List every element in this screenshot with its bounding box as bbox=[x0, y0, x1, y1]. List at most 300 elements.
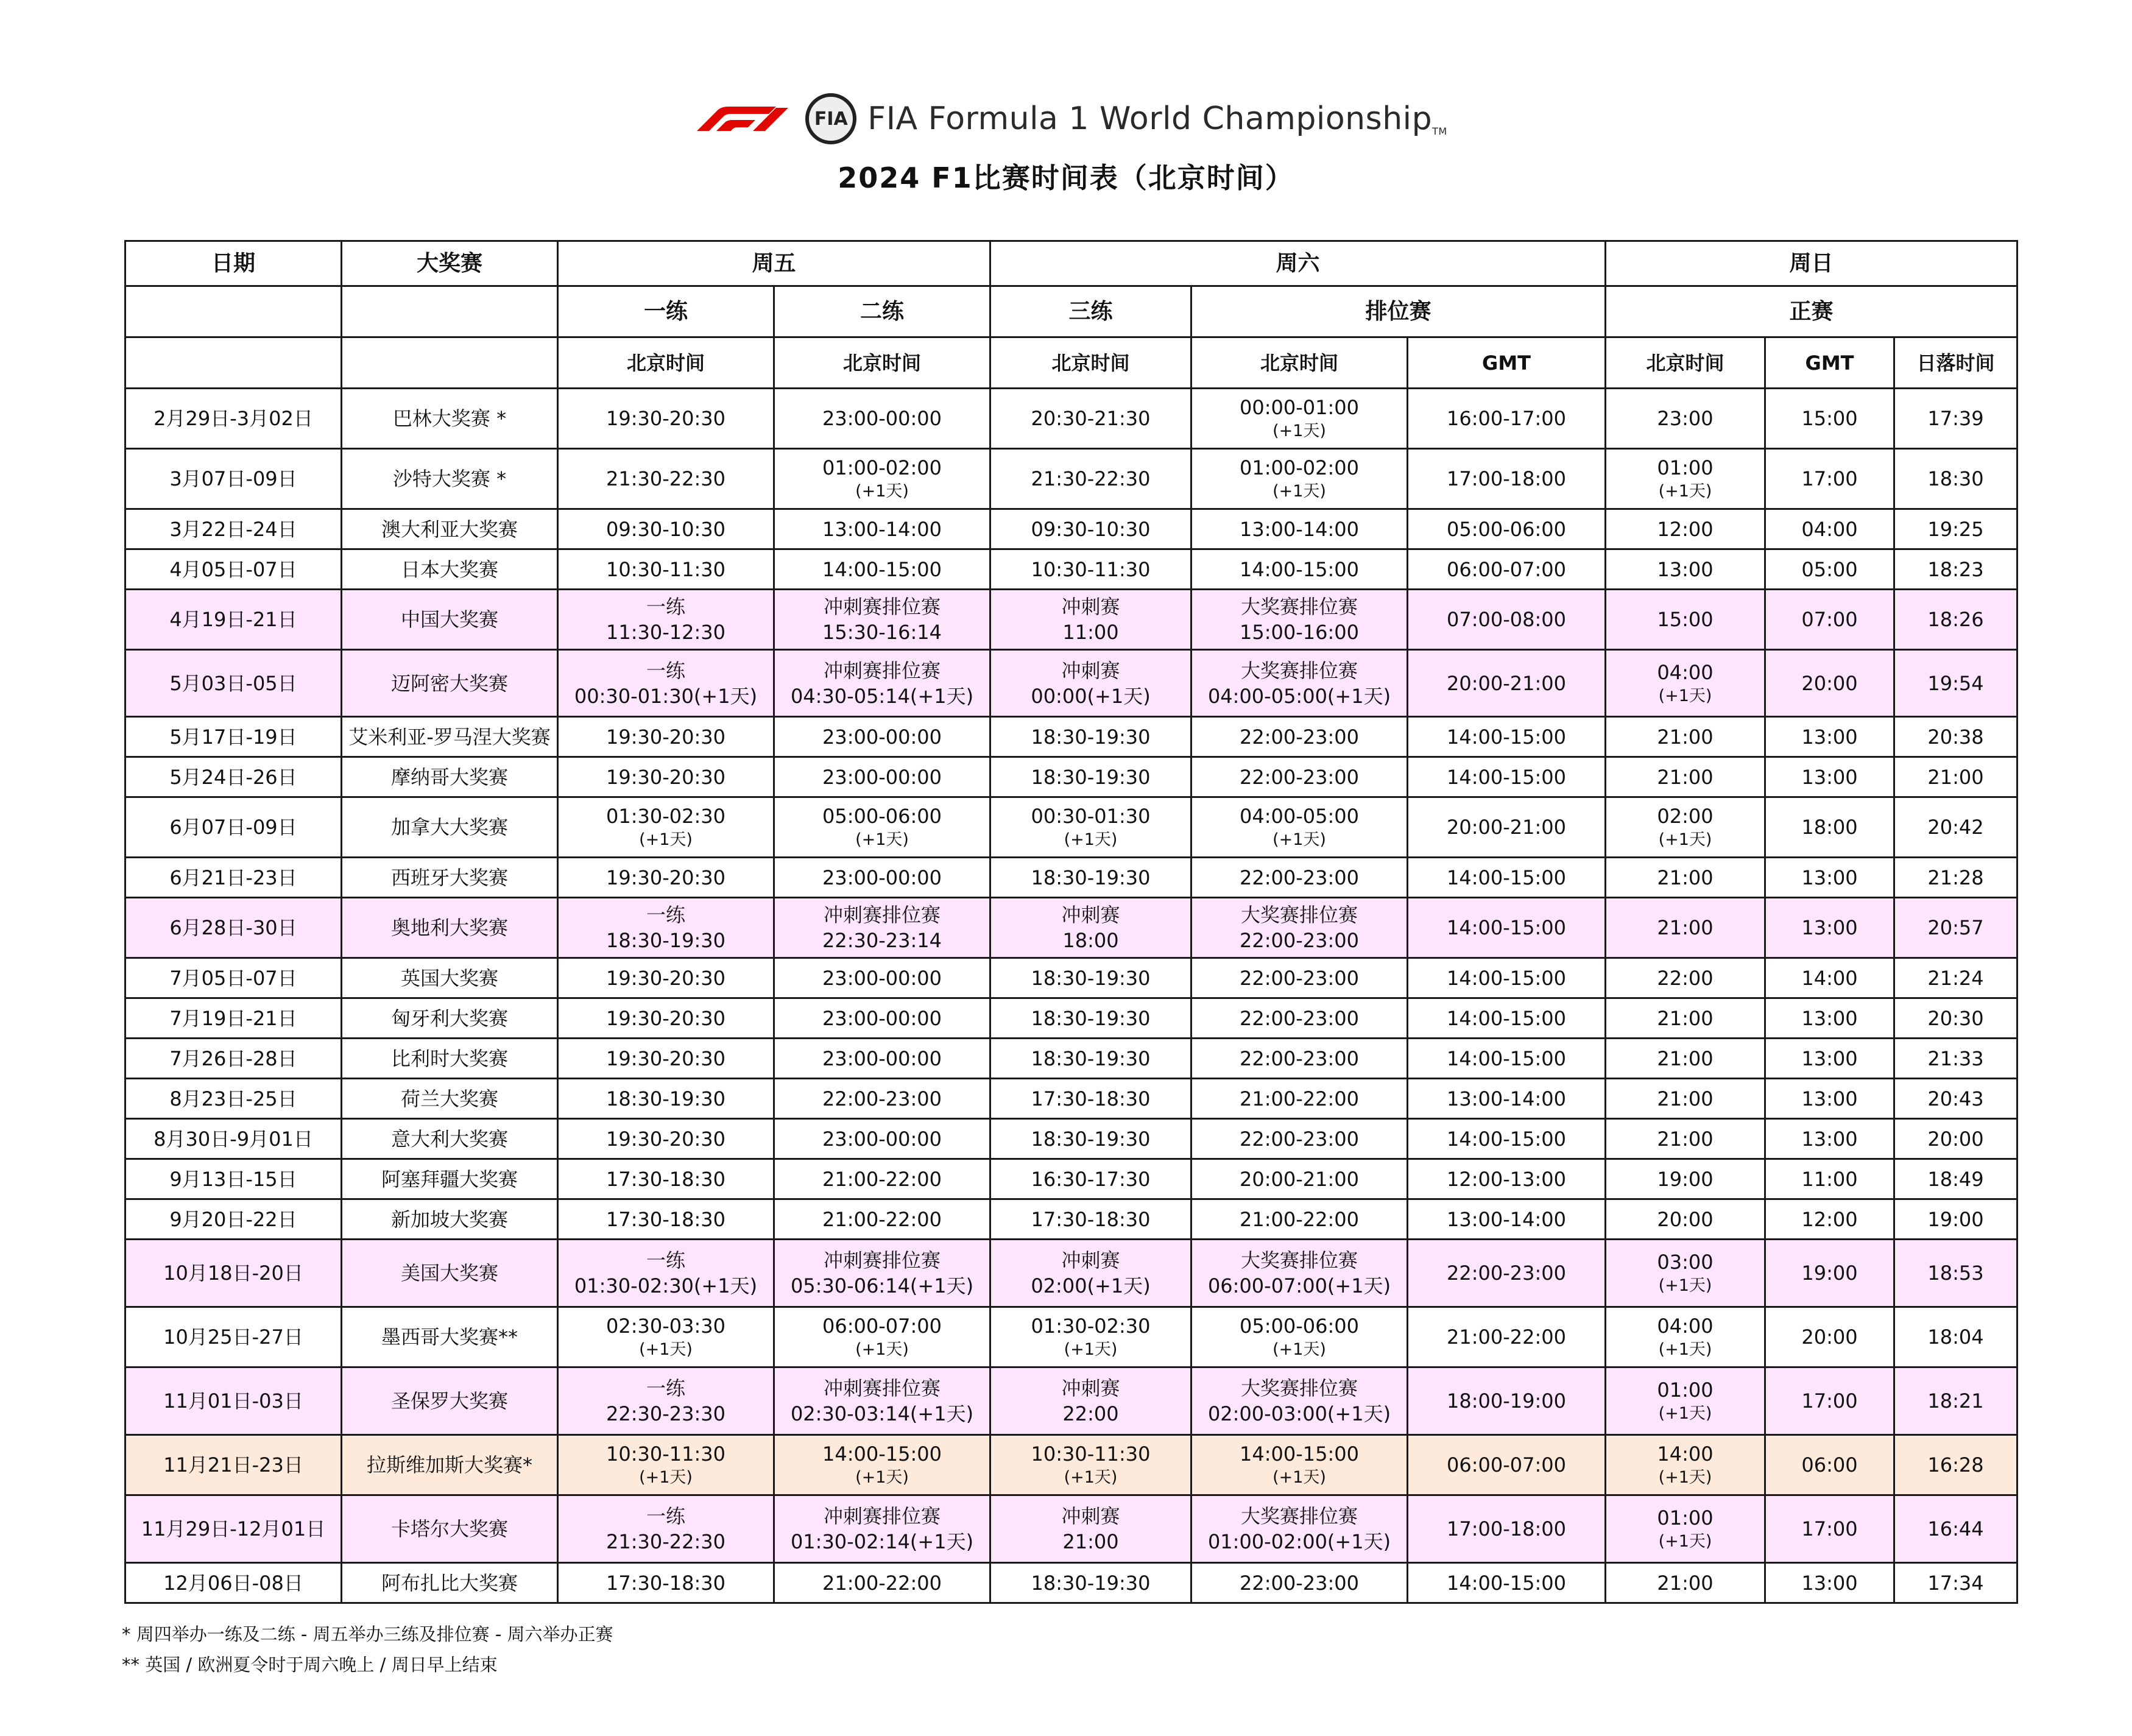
gp-cell: 圣保罗大奖赛 bbox=[342, 1367, 558, 1435]
footnote-2: ** 英国 / 欧洲夏令时于周六晚上 / 周日早上结束 bbox=[122, 1654, 498, 1675]
race-cell-line: (+1天) bbox=[1658, 1532, 1712, 1551]
race-cell-line: 01:00 bbox=[1657, 456, 1714, 479]
date-cell: 5月03日-05日 bbox=[125, 650, 342, 717]
fp1-cell-line: (+1天) bbox=[639, 1468, 693, 1487]
race-gmt-cell: 05:00 bbox=[1765, 549, 1894, 590]
fp1-cell bbox=[558, 717, 774, 757]
race-cell bbox=[1606, 1079, 1765, 1119]
quali-cell bbox=[1191, 1367, 1408, 1435]
quali-cell bbox=[1191, 1039, 1408, 1079]
table-row bbox=[125, 757, 2017, 797]
header-gp: 大奖赛 bbox=[342, 241, 558, 286]
fp2-cell bbox=[774, 1159, 990, 1199]
fp2-cell-line: 06:00-07:00 bbox=[822, 1314, 942, 1338]
race-cell-line: 02:00 bbox=[1657, 805, 1714, 828]
fp3-cell-line: 冲刺赛 bbox=[1061, 658, 1120, 682]
quali-gmt-cell: 12:00-13:00 bbox=[1408, 1159, 1606, 1199]
table-row bbox=[125, 389, 2017, 449]
fp3-cell bbox=[990, 1367, 1191, 1435]
fp3-cell-line: 18:00 bbox=[1062, 929, 1119, 952]
race-cell-line: 21:00 bbox=[1657, 765, 1714, 789]
sunset-cell: 19:00 bbox=[1894, 1199, 2017, 1240]
date-cell: 11月29日-12月01日 bbox=[125, 1495, 342, 1563]
race-gmt-cell: 13:00 bbox=[1765, 898, 1894, 958]
brand-text bbox=[867, 101, 1447, 137]
fp2-cell-line: 13:00-14:00 bbox=[822, 517, 942, 541]
header-beijing-quali: 北京时间 bbox=[1191, 337, 1408, 389]
header-gmt-race: GMT bbox=[1765, 337, 1894, 389]
fp3-cell bbox=[990, 958, 1191, 998]
table-row bbox=[125, 998, 2017, 1039]
race-gmt-cell: 19:00 bbox=[1765, 1240, 1894, 1307]
quali-cell bbox=[1191, 858, 1408, 898]
header-sunset: 日落时间 bbox=[1894, 337, 2017, 389]
table-row bbox=[125, 1039, 2017, 1079]
fp3-cell-line: 10:30-11:30 bbox=[1031, 1442, 1151, 1466]
table-row bbox=[125, 650, 2017, 717]
fp1-cell bbox=[558, 1159, 774, 1199]
race-gmt-cell: 17:00 bbox=[1765, 1495, 1894, 1563]
quali-gmt-cell: 14:00-15:00 bbox=[1408, 858, 1606, 898]
fp3-cell bbox=[990, 1199, 1191, 1240]
race-cell bbox=[1606, 998, 1765, 1039]
fp2-cell bbox=[774, 1435, 990, 1495]
quali-cell-line: (+1天) bbox=[1272, 482, 1326, 501]
table-row bbox=[125, 1495, 2017, 1563]
race-gmt-cell: 18:00 bbox=[1765, 797, 1894, 858]
quali-gmt-cell: 17:00-18:00 bbox=[1408, 449, 1606, 509]
gp-cell: 迈阿密大奖赛 bbox=[342, 650, 558, 717]
fp2-cell bbox=[774, 509, 990, 549]
quali-cell bbox=[1191, 1240, 1408, 1307]
fp3-cell bbox=[990, 1435, 1191, 1495]
race-cell-line: 14:00 bbox=[1657, 1442, 1714, 1466]
table-row bbox=[125, 1240, 2017, 1307]
quali-gmt-cell: 14:00-15:00 bbox=[1408, 998, 1606, 1039]
quali-gmt-cell: 13:00-14:00 bbox=[1408, 1079, 1606, 1119]
race-cell bbox=[1606, 1039, 1765, 1079]
header-beijing-fp2: 北京时间 bbox=[774, 337, 990, 389]
race-cell bbox=[1606, 858, 1765, 898]
fp3-cell bbox=[990, 1563, 1191, 1603]
race-cell-line: (+1天) bbox=[1658, 1340, 1712, 1359]
gp-cell: 美国大奖赛 bbox=[342, 1240, 558, 1307]
fp2-cell bbox=[774, 1039, 990, 1079]
fp1-cell-line: 19:30-20:30 bbox=[606, 866, 725, 889]
fp3-cell-line: 00:00(+1天) bbox=[1031, 684, 1151, 708]
fp2-cell-line: 05:30-06:14(+1天) bbox=[790, 1274, 974, 1297]
quali-cell-line: 大奖赛排位赛 bbox=[1241, 658, 1358, 682]
gp-cell: 沙特大奖赛 * bbox=[342, 449, 558, 509]
date-cell: 8月30日-9月01日 bbox=[125, 1119, 342, 1159]
gp-cell: 加拿大大奖赛 bbox=[342, 797, 558, 858]
date-cell: 6月07日-09日 bbox=[125, 797, 342, 858]
fp3-cell-line: 00:30-01:30 bbox=[1031, 805, 1151, 828]
fp1-cell-line: 19:30-20:30 bbox=[606, 407, 725, 430]
gp-cell: 日本大奖赛 bbox=[342, 549, 558, 590]
fp1-cell bbox=[558, 1435, 774, 1495]
gp-cell: 艾米利亚-罗马涅大奖赛 bbox=[342, 717, 558, 757]
footnote-1: * 周四举办一练及二练 - 周五举办三练及排位赛 - 周六举办正赛 bbox=[122, 1624, 613, 1645]
table-row bbox=[125, 898, 2017, 958]
table-row bbox=[125, 1307, 2017, 1367]
fp2-cell bbox=[774, 1307, 990, 1367]
fp2-cell bbox=[774, 1563, 990, 1603]
header-blank bbox=[342, 286, 558, 337]
fp1-cell-line: 19:30-20:30 bbox=[606, 725, 725, 749]
sunset-cell: 18:53 bbox=[1894, 1240, 2017, 1307]
quali-cell bbox=[1191, 1495, 1408, 1563]
date-cell: 4月19日-21日 bbox=[125, 590, 342, 650]
quali-cell-line: (+1天) bbox=[1272, 422, 1326, 440]
quali-gmt-cell: 14:00-15:00 bbox=[1408, 1563, 1606, 1603]
fp3-cell-line: 18:30-19:30 bbox=[1031, 1046, 1151, 1070]
race-cell-line: (+1天) bbox=[1658, 1276, 1712, 1295]
fp1-cell bbox=[558, 1199, 774, 1240]
fp1-cell-line: 11:30-12:30 bbox=[606, 621, 725, 644]
race-cell-line: 21:00 bbox=[1657, 916, 1714, 939]
fp3-cell-line: 01:30-02:30 bbox=[1031, 1314, 1151, 1338]
quali-cell-line: (+1天) bbox=[1272, 830, 1326, 849]
quali-cell-line: 14:00-15:00 bbox=[1240, 1442, 1359, 1466]
quali-cell bbox=[1191, 898, 1408, 958]
fp2-cell-line: 23:00-00:00 bbox=[822, 866, 942, 889]
race-gmt-cell: 07:00 bbox=[1765, 590, 1894, 650]
race-cell-line: 21:00 bbox=[1657, 866, 1714, 889]
fp1-cell bbox=[558, 858, 774, 898]
race-cell bbox=[1606, 1495, 1765, 1563]
race-cell-line: (+1天) bbox=[1658, 830, 1712, 849]
fp3-cell bbox=[990, 1159, 1191, 1199]
sunset-cell: 18:26 bbox=[1894, 590, 2017, 650]
date-cell: 11月21日-23日 bbox=[125, 1435, 342, 1495]
race-cell-line: (+1天) bbox=[1658, 686, 1712, 705]
fp3-cell bbox=[990, 858, 1191, 898]
quali-gmt-cell: 20:00-21:00 bbox=[1408, 650, 1606, 717]
fp3-cell bbox=[990, 1039, 1191, 1079]
fp1-cell bbox=[558, 898, 774, 958]
fp2-cell-line: 冲刺赛排位赛 bbox=[824, 1505, 941, 1528]
fp3-cell bbox=[990, 509, 1191, 549]
fp3-cell-line: 冲刺赛 bbox=[1061, 1377, 1120, 1400]
quali-gmt-cell: 17:00-18:00 bbox=[1408, 1495, 1606, 1563]
fp2-cell-line: (+1天) bbox=[855, 1468, 909, 1487]
race-gmt-cell: 14:00 bbox=[1765, 958, 1894, 998]
quali-gmt-cell: 22:00-23:00 bbox=[1408, 1240, 1606, 1307]
header-blank bbox=[125, 337, 342, 389]
header-row-days bbox=[125, 241, 2017, 286]
quali-cell-line: 22:00-23:00 bbox=[1240, 1006, 1359, 1030]
f1-logo-icon bbox=[685, 102, 794, 136]
fp3-cell-line: 冲刺赛 bbox=[1061, 1249, 1120, 1272]
header-sunday: 周日 bbox=[1606, 241, 2017, 286]
date-cell: 8月23日-25日 bbox=[125, 1079, 342, 1119]
race-cell-line: 15:00 bbox=[1657, 608, 1714, 631]
race-gmt-cell: 13:00 bbox=[1765, 998, 1894, 1039]
fp1-cell bbox=[558, 1563, 774, 1603]
quali-gmt-cell: 14:00-15:00 bbox=[1408, 1039, 1606, 1079]
gp-cell: 新加坡大奖赛 bbox=[342, 1199, 558, 1240]
fp1-cell-line: 19:30-20:30 bbox=[606, 966, 725, 990]
header-friday: 周五 bbox=[558, 241, 990, 286]
fp1-cell-line: 01:30-02:30(+1天) bbox=[574, 1274, 758, 1297]
quali-gmt-cell: 14:00-15:00 bbox=[1408, 958, 1606, 998]
gp-cell: 卡塔尔大奖赛 bbox=[342, 1495, 558, 1563]
date-cell: 7月19日-21日 bbox=[125, 998, 342, 1039]
fp3-cell-line: (+1天) bbox=[1064, 830, 1118, 849]
quali-gmt-cell: 14:00-15:00 bbox=[1408, 1119, 1606, 1159]
quali-cell-line: 22:00-23:00 bbox=[1240, 1127, 1359, 1151]
table-row bbox=[125, 1199, 2017, 1240]
fp1-cell bbox=[558, 797, 774, 858]
race-cell bbox=[1606, 1367, 1765, 1435]
quali-gmt-cell: 14:00-15:00 bbox=[1408, 898, 1606, 958]
fp3-cell bbox=[990, 1079, 1191, 1119]
race-cell-line: 21:00 bbox=[1657, 1006, 1714, 1030]
race-gmt-cell: 17:00 bbox=[1765, 449, 1894, 509]
sunset-cell: 16:44 bbox=[1894, 1495, 2017, 1563]
fp1-cell-line: 18:30-19:30 bbox=[606, 1087, 725, 1110]
gp-cell: 意大利大奖赛 bbox=[342, 1119, 558, 1159]
fp2-cell bbox=[774, 858, 990, 898]
quali-cell-line: 22:00-23:00 bbox=[1240, 929, 1359, 952]
race-cell bbox=[1606, 449, 1765, 509]
fp2-cell-line: 23:00-00:00 bbox=[822, 407, 942, 430]
quali-cell bbox=[1191, 590, 1408, 650]
fp1-cell-line: 一练 bbox=[646, 1249, 685, 1272]
race-cell-line: 04:00 bbox=[1657, 660, 1714, 684]
fp1-cell bbox=[558, 1495, 774, 1563]
fp3-cell-line: 18:30-19:30 bbox=[1031, 765, 1151, 789]
brand-name: FIA Formula 1 World Championship bbox=[867, 101, 1433, 137]
race-cell bbox=[1606, 1159, 1765, 1199]
sunset-cell: 18:23 bbox=[1894, 549, 2017, 590]
race-gmt-cell: 13:00 bbox=[1765, 1079, 1894, 1119]
fp2-cell-line: 23:00-00:00 bbox=[822, 1006, 942, 1030]
fp1-cell-line: 00:30-01:30(+1天) bbox=[574, 684, 758, 708]
date-cell: 2月29日-3月02日 bbox=[125, 389, 342, 449]
fp2-cell-line: 冲刺赛排位赛 bbox=[824, 1249, 941, 1272]
fp2-cell-line: (+1天) bbox=[855, 1340, 909, 1359]
sunset-cell: 16:28 bbox=[1894, 1435, 2017, 1495]
date-cell: 7月26日-28日 bbox=[125, 1039, 342, 1079]
table-row bbox=[125, 717, 2017, 757]
gp-cell: 拉斯维加斯大奖赛* bbox=[342, 1435, 558, 1495]
gp-cell: 比利时大奖赛 bbox=[342, 1039, 558, 1079]
fp3-cell bbox=[990, 1240, 1191, 1307]
fp2-cell bbox=[774, 998, 990, 1039]
race-cell-line: 21:00 bbox=[1657, 1046, 1714, 1070]
fp2-cell bbox=[774, 898, 990, 958]
fp3-cell-line: 冲刺赛 bbox=[1061, 903, 1120, 926]
race-cell-line: 13:00 bbox=[1657, 557, 1714, 581]
gp-cell: 巴林大奖赛 * bbox=[342, 389, 558, 449]
date-cell: 9月20日-22日 bbox=[125, 1199, 342, 1240]
header-beijing-race: 北京时间 bbox=[1606, 337, 1765, 389]
fp3-cell-line: 02:00(+1天) bbox=[1031, 1274, 1151, 1297]
quali-cell-line: 22:00-23:00 bbox=[1240, 725, 1359, 749]
fp1-cell bbox=[558, 1307, 774, 1367]
quali-cell-line: 13:00-14:00 bbox=[1240, 517, 1359, 541]
gp-cell: 西班牙大奖赛 bbox=[342, 858, 558, 898]
fp1-cell-line: 17:30-18:30 bbox=[606, 1207, 725, 1231]
fp2-cell-line: 23:00-00:00 bbox=[822, 966, 942, 990]
quali-cell-line: 06:00-07:00(+1天) bbox=[1207, 1274, 1391, 1297]
quali-cell bbox=[1191, 797, 1408, 858]
quali-cell bbox=[1191, 1199, 1408, 1240]
race-gmt-cell: 20:00 bbox=[1765, 1307, 1894, 1367]
sunset-cell: 20:30 bbox=[1894, 998, 2017, 1039]
quali-gmt-cell: 14:00-15:00 bbox=[1408, 757, 1606, 797]
fp3-cell-line: 18:30-19:30 bbox=[1031, 1571, 1151, 1595]
fp3-cell bbox=[990, 898, 1191, 958]
fp2-cell-line: 14:00-15:00 bbox=[822, 1442, 942, 1466]
fp3-cell-line: 09:30-10:30 bbox=[1031, 517, 1151, 541]
fp3-cell-line: 17:30-18:30 bbox=[1031, 1207, 1151, 1231]
header-row-timezones bbox=[125, 337, 2017, 389]
fp2-cell bbox=[774, 549, 990, 590]
race-cell-line: 23:00 bbox=[1657, 407, 1714, 430]
fp3-cell-line: 22:00 bbox=[1062, 1402, 1119, 1425]
quali-cell-line: 大奖赛排位赛 bbox=[1241, 1249, 1358, 1272]
trademark: TM bbox=[1432, 125, 1447, 137]
quali-gmt-cell: 16:00-17:00 bbox=[1408, 389, 1606, 449]
race-cell bbox=[1606, 797, 1765, 858]
date-cell: 10月18日-20日 bbox=[125, 1240, 342, 1307]
race-cell-line: 21:00 bbox=[1657, 1127, 1714, 1151]
race-cell bbox=[1606, 1435, 1765, 1495]
race-gmt-cell: 11:00 bbox=[1765, 1159, 1894, 1199]
quali-cell-line: (+1天) bbox=[1272, 1340, 1326, 1359]
date-cell: 10月25日-27日 bbox=[125, 1307, 342, 1367]
brand-logo-bar bbox=[0, 91, 2132, 146]
quali-cell-line: 大奖赛排位赛 bbox=[1241, 1505, 1358, 1528]
race-gmt-cell: 13:00 bbox=[1765, 717, 1894, 757]
race-cell-line: 04:00 bbox=[1657, 1314, 1714, 1338]
fp2-cell-line: 21:00-22:00 bbox=[822, 1167, 942, 1191]
race-cell-line: 21:00 bbox=[1657, 1087, 1714, 1110]
fp1-cell-line: 17:30-18:30 bbox=[606, 1571, 725, 1595]
fp1-cell-line: 19:30-20:30 bbox=[606, 1127, 725, 1151]
fp3-cell-line: (+1天) bbox=[1064, 1340, 1118, 1359]
gp-cell: 荷兰大奖赛 bbox=[342, 1079, 558, 1119]
race-cell bbox=[1606, 958, 1765, 998]
sunset-cell: 21:33 bbox=[1894, 1039, 2017, 1079]
fp2-cell-line: 23:00-00:00 bbox=[822, 1127, 942, 1151]
quali-cell-line: 22:00-23:00 bbox=[1240, 866, 1359, 889]
fp3-cell bbox=[990, 998, 1191, 1039]
table-row bbox=[125, 1435, 2017, 1495]
fp2-cell bbox=[774, 1079, 990, 1119]
fp3-cell-line: 18:30-19:30 bbox=[1031, 1006, 1151, 1030]
race-cell-line: 01:00 bbox=[1657, 1378, 1714, 1402]
quali-cell bbox=[1191, 1079, 1408, 1119]
fp1-cell-line: (+1天) bbox=[639, 1340, 693, 1359]
fp1-cell-line: 19:30-20:30 bbox=[606, 1046, 725, 1070]
fp2-cell-line: 冲刺赛排位赛 bbox=[824, 1377, 941, 1400]
fia-badge-icon: FIA bbox=[805, 93, 856, 144]
quali-cell-line: 02:00-03:00(+1天) bbox=[1207, 1402, 1391, 1425]
fp3-cell-line: (+1天) bbox=[1064, 1468, 1118, 1487]
fp1-cell bbox=[558, 389, 774, 449]
table-row bbox=[125, 1563, 2017, 1603]
race-cell-line: 03:00 bbox=[1657, 1251, 1714, 1274]
gp-cell: 阿塞拜疆大奖赛 bbox=[342, 1159, 558, 1199]
table-row bbox=[125, 858, 2017, 898]
fp2-cell bbox=[774, 958, 990, 998]
quali-cell bbox=[1191, 389, 1408, 449]
fp1-cell-line: 18:30-19:30 bbox=[606, 929, 725, 952]
race-cell-line: (+1天) bbox=[1658, 1404, 1712, 1423]
date-cell: 3月07日-09日 bbox=[125, 449, 342, 509]
date-cell: 3月22日-24日 bbox=[125, 509, 342, 549]
header-quali: 排位赛 bbox=[1191, 286, 1606, 337]
sunset-cell: 21:24 bbox=[1894, 958, 2017, 998]
fp1-cell bbox=[558, 650, 774, 717]
fp2-cell bbox=[774, 757, 990, 797]
fp2-cell-line: 15:30-16:14 bbox=[822, 621, 942, 644]
quali-cell bbox=[1191, 757, 1408, 797]
fp2-cell bbox=[774, 449, 990, 509]
fp1-cell-line: 21:30-22:30 bbox=[606, 467, 725, 490]
fp3-cell-line: 冲刺赛 bbox=[1061, 1505, 1120, 1528]
race-cell bbox=[1606, 650, 1765, 717]
quali-cell bbox=[1191, 1563, 1408, 1603]
fp3-cell-line: 10:30-11:30 bbox=[1031, 557, 1151, 581]
fp2-cell-line: 04:30-05:14(+1天) bbox=[790, 684, 974, 708]
gp-cell: 奥地利大奖赛 bbox=[342, 898, 558, 958]
fp1-cell-line: 一练 bbox=[646, 1505, 685, 1528]
race-cell-line: 22:00 bbox=[1657, 966, 1714, 990]
fp2-cell-line: 22:30-23:14 bbox=[822, 929, 942, 952]
quali-cell bbox=[1191, 998, 1408, 1039]
fp3-cell bbox=[990, 590, 1191, 650]
sunset-cell: 17:34 bbox=[1894, 1563, 2017, 1603]
fp2-cell-line: (+1天) bbox=[855, 830, 909, 849]
race-cell bbox=[1606, 1307, 1765, 1367]
fp1-cell-line: (+1天) bbox=[639, 830, 693, 849]
quali-cell-line: 20:00-21:00 bbox=[1240, 1167, 1359, 1191]
race-cell-line: 01:00 bbox=[1657, 1506, 1714, 1530]
schedule-body bbox=[125, 389, 2017, 1603]
fp1-cell-line: 10:30-11:30 bbox=[606, 557, 725, 581]
fp2-cell bbox=[774, 1495, 990, 1563]
race-cell-line: 12:00 bbox=[1657, 517, 1714, 541]
race-gmt-cell: 13:00 bbox=[1765, 1039, 1894, 1079]
race-gmt-cell: 20:00 bbox=[1765, 650, 1894, 717]
race-cell-line: 21:00 bbox=[1657, 1571, 1714, 1595]
table-row bbox=[125, 449, 2017, 509]
fp1-cell bbox=[558, 449, 774, 509]
race-cell bbox=[1606, 1240, 1765, 1307]
header-fp1: 一练 bbox=[558, 286, 774, 337]
header-beijing-fp1: 北京时间 bbox=[558, 337, 774, 389]
quali-cell-line: 21:00-22:00 bbox=[1240, 1087, 1359, 1110]
quali-gmt-cell: 05:00-06:00 bbox=[1408, 509, 1606, 549]
table-row bbox=[125, 958, 2017, 998]
quali-cell-line: 04:00-05:00(+1天) bbox=[1207, 684, 1391, 708]
sunset-cell: 18:30 bbox=[1894, 449, 2017, 509]
quali-cell-line: 大奖赛排位赛 bbox=[1241, 903, 1358, 926]
race-cell bbox=[1606, 757, 1765, 797]
header-blank bbox=[125, 286, 342, 337]
fp3-cell bbox=[990, 449, 1191, 509]
quali-cell bbox=[1191, 1119, 1408, 1159]
quali-cell-line: 00:00-01:00 bbox=[1240, 396, 1359, 419]
quali-cell-line: 15:00-16:00 bbox=[1240, 621, 1359, 644]
date-cell: 7月05日-07日 bbox=[125, 958, 342, 998]
fp3-cell-line: 16:30-17:30 bbox=[1031, 1167, 1151, 1191]
